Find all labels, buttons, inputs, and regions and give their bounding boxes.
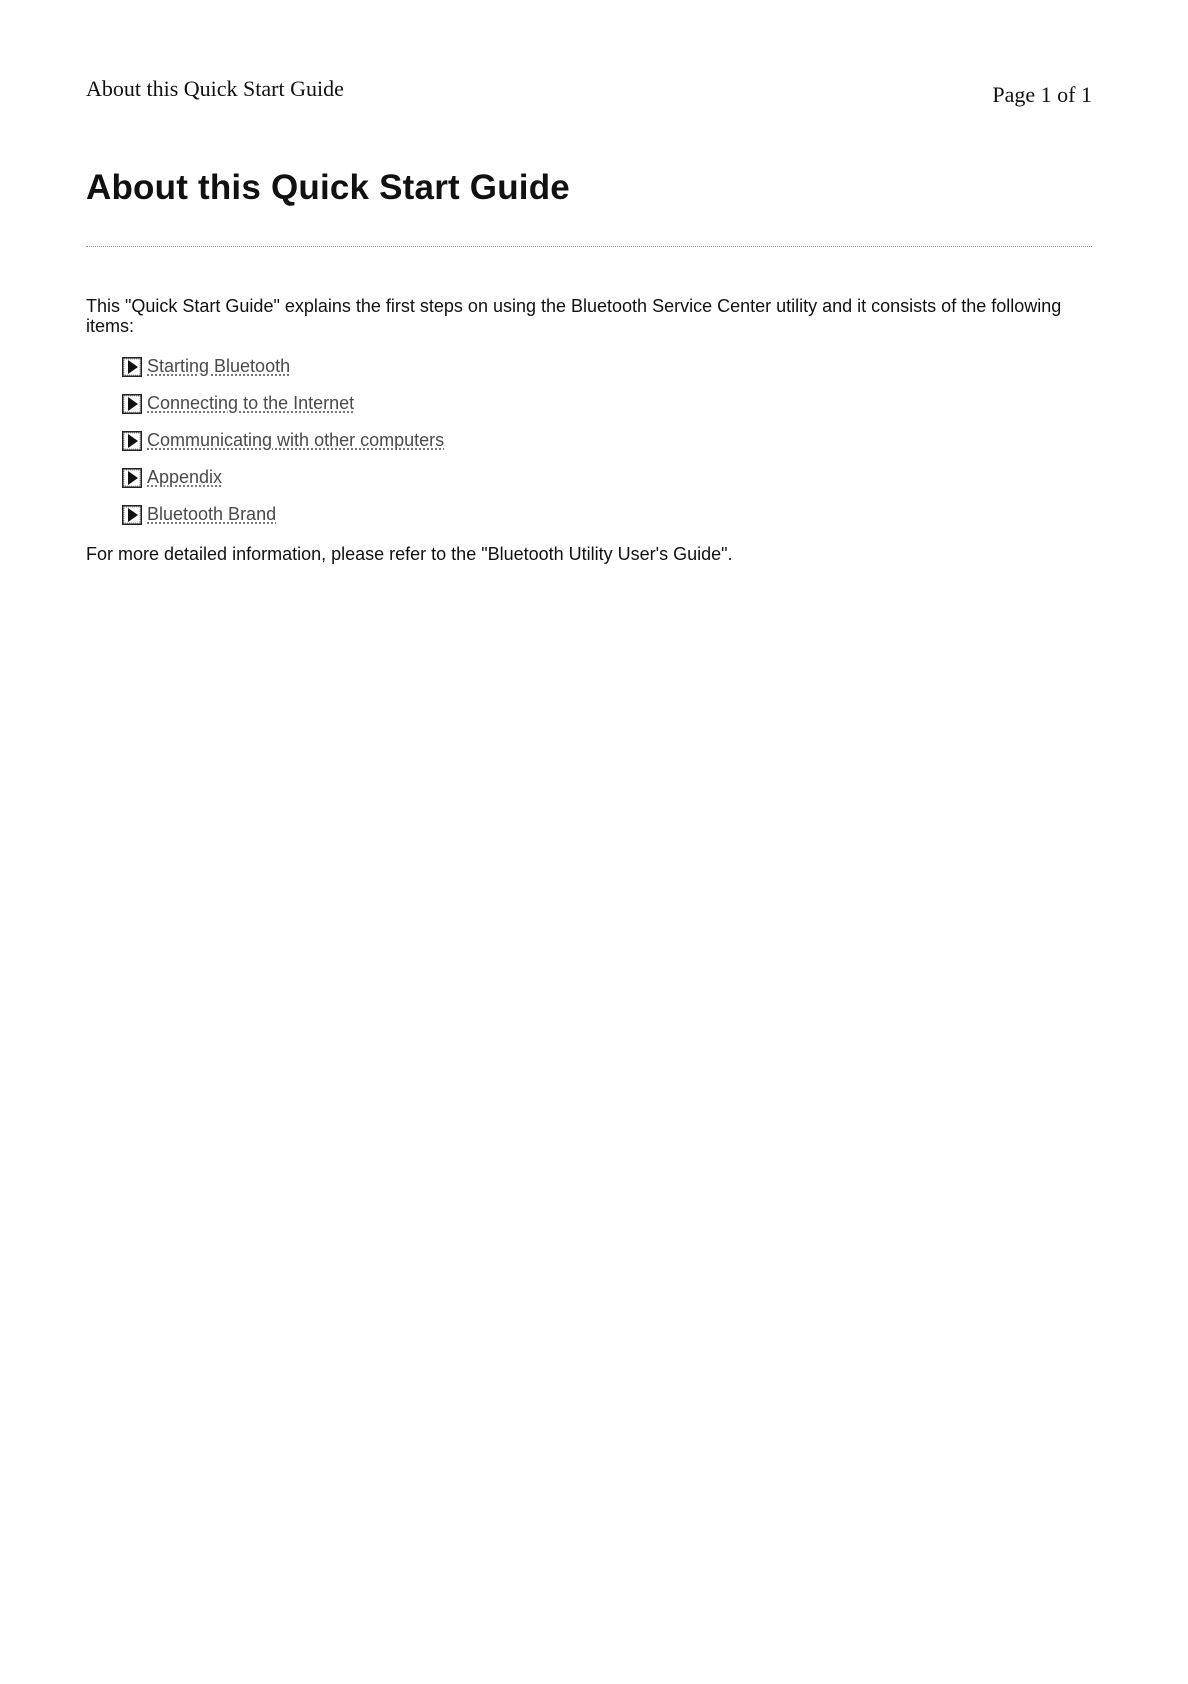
page-title: About this Quick Start Guide xyxy=(86,168,570,207)
page-header xyxy=(86,74,1092,114)
page-number: Page 1 of 1 xyxy=(992,82,1092,107)
divider xyxy=(86,246,1092,247)
toc-item-communicating[interactable] xyxy=(122,422,1092,459)
intro-paragraph: This "Quick Start Guide" explains the first steps on using the Bluetooth Service Center utility and it consists of the following items: xyxy=(86,296,1062,336)
toc-link-appendix[interactable]: Appendix xyxy=(147,467,223,487)
toc-item-bluetooth-brand[interactable] xyxy=(122,496,1092,533)
footer-note: For more detailed information, please refer to the "Bluetooth Utility User's Guide". xyxy=(86,544,733,564)
toc-link-communicating[interactable]: Communicating with other computers xyxy=(147,430,445,450)
toc-link-connecting-internet[interactable]: Connecting to the Internet xyxy=(147,393,355,413)
toc-item-starting-bluetooth[interactable] xyxy=(122,348,1092,385)
toc-list xyxy=(122,348,1092,533)
toc-item-connecting-internet[interactable] xyxy=(122,385,1092,422)
content xyxy=(86,296,1092,565)
arrow-right-icon xyxy=(122,468,142,488)
header-title: About this Quick Start Guide xyxy=(86,76,344,101)
toc-item-appendix[interactable] xyxy=(122,459,1092,496)
arrow-right-icon xyxy=(122,357,142,377)
arrow-right-icon xyxy=(122,394,142,414)
arrow-right-icon xyxy=(122,505,142,525)
toc-link-starting-bluetooth[interactable]: Starting Bluetooth xyxy=(147,356,291,376)
toc-link-bluetooth-brand[interactable]: Bluetooth Brand xyxy=(147,504,277,524)
arrow-right-icon xyxy=(122,431,142,451)
